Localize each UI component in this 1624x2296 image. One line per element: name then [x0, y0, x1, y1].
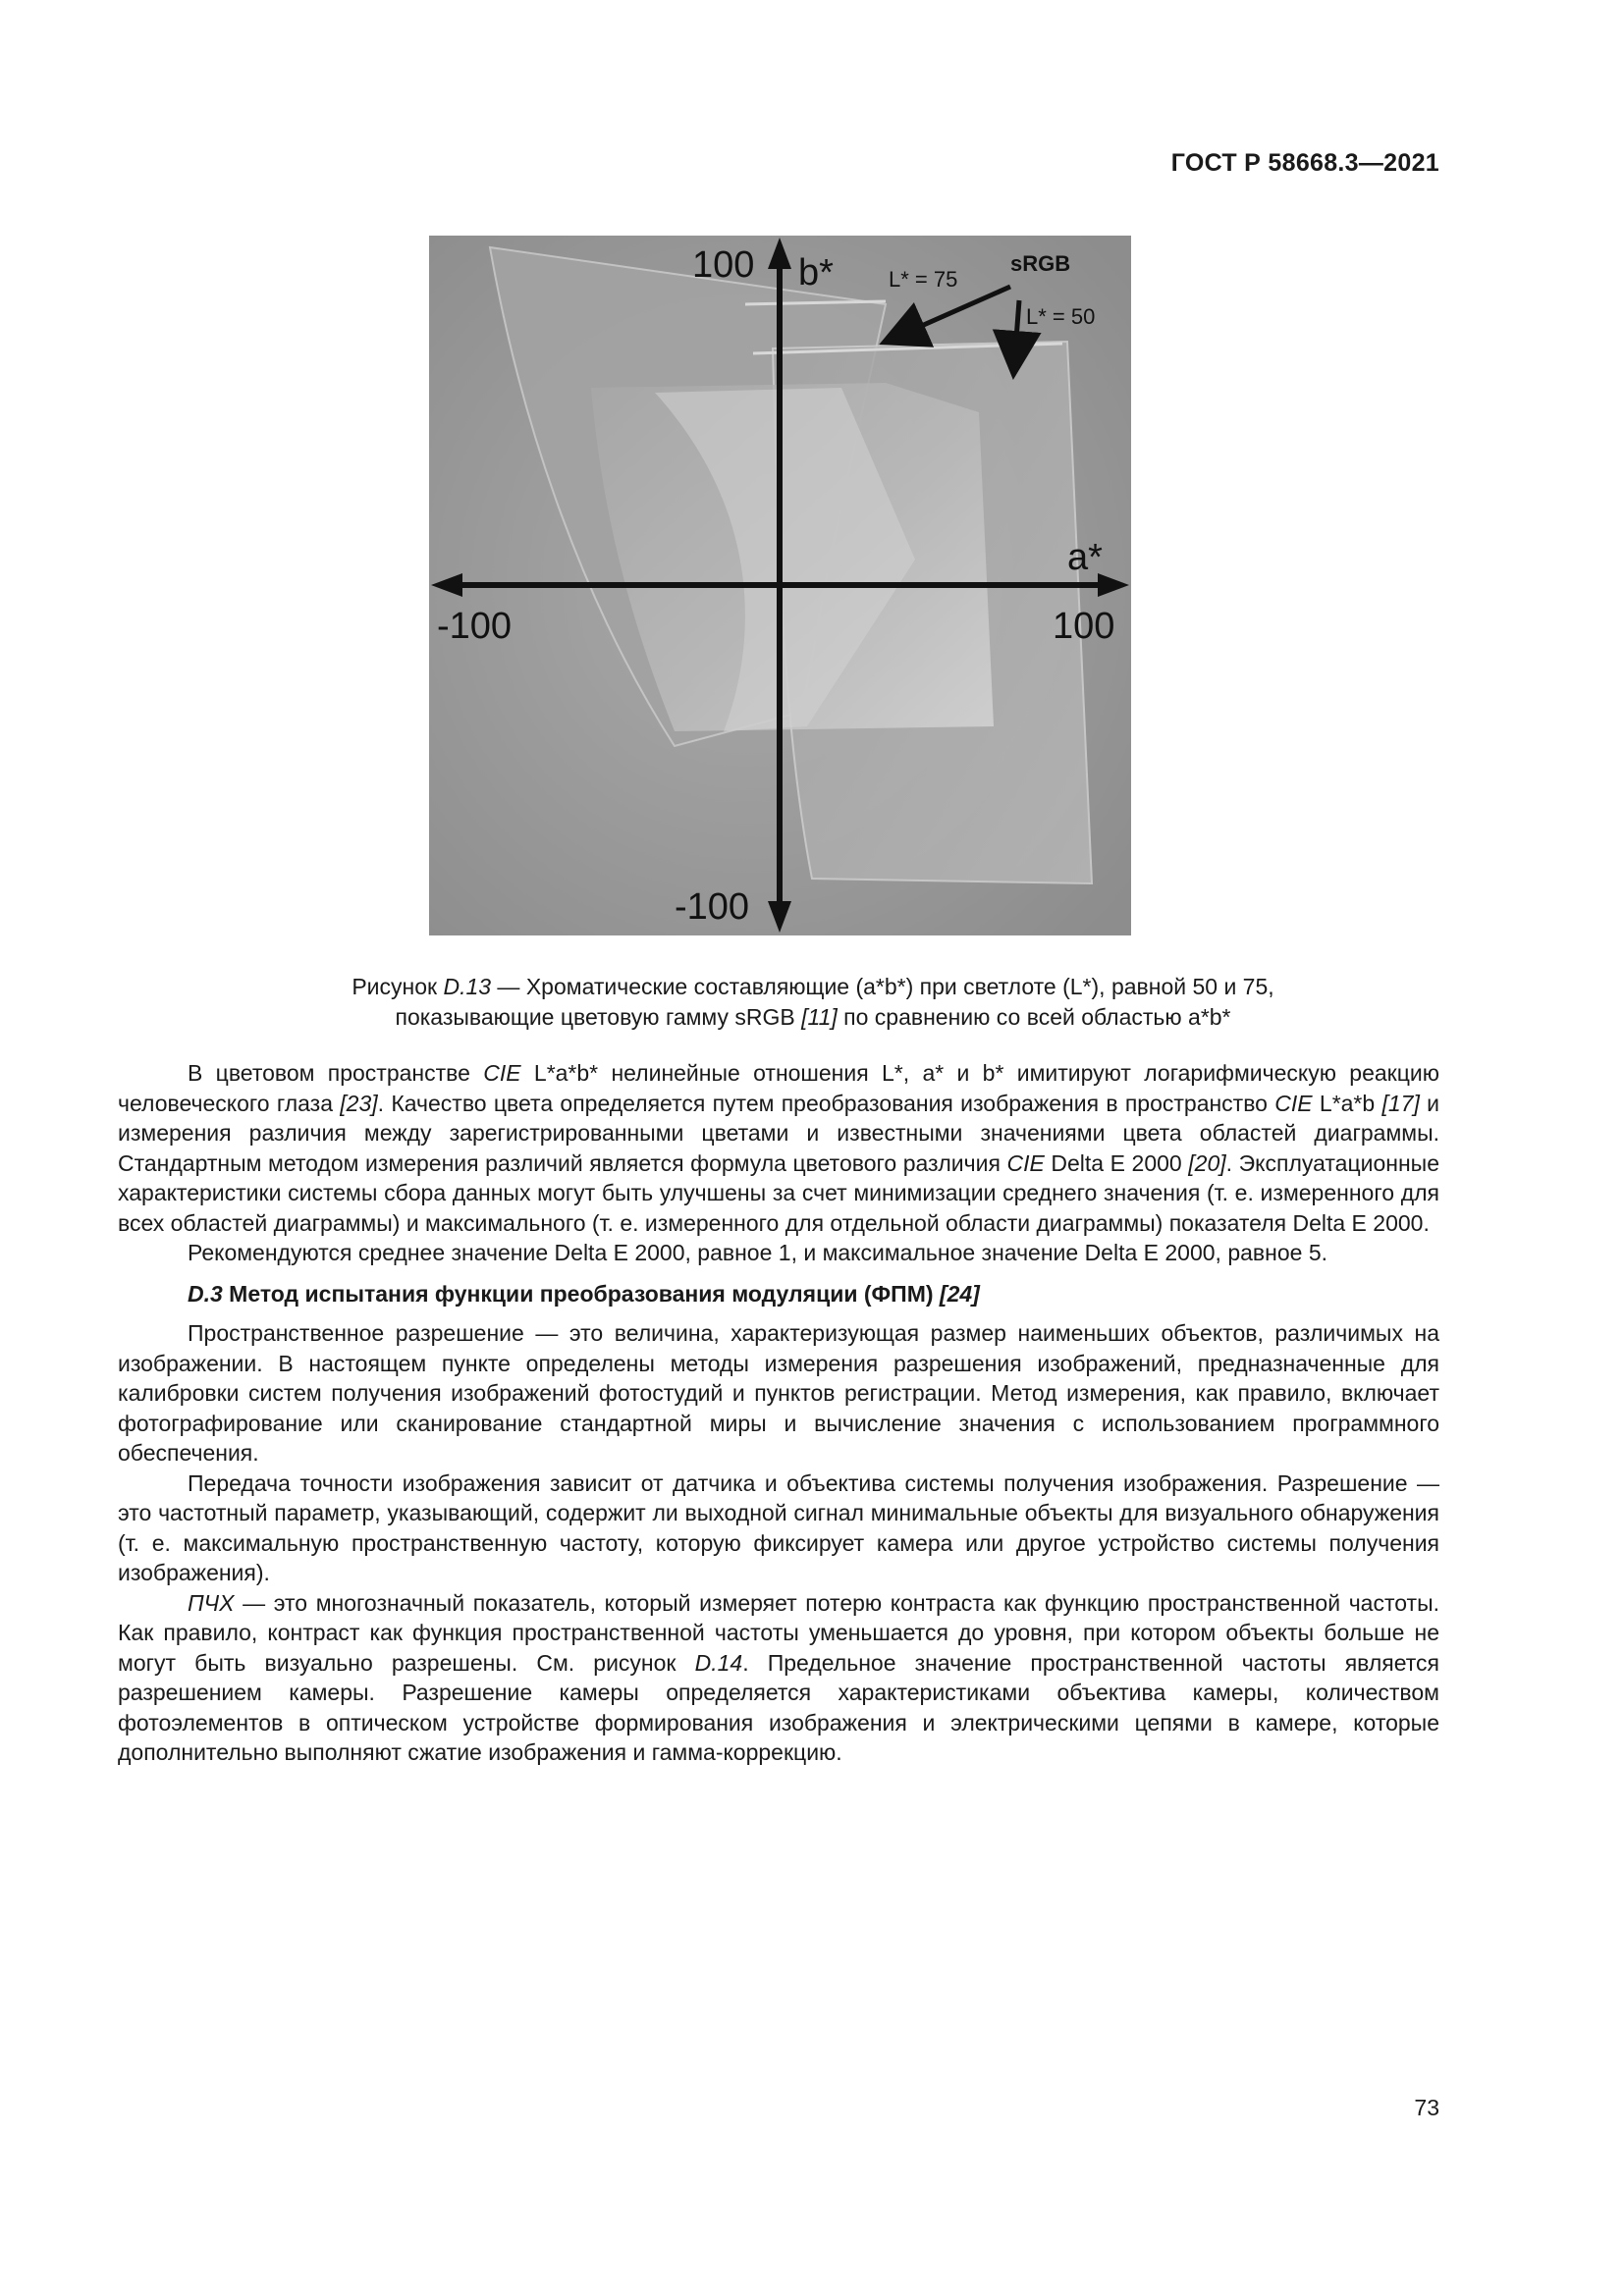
srgb-annotation: sRGB [1010, 251, 1071, 276]
p1-ref-20: [20] [1188, 1149, 1226, 1176]
heading-ref-24: [24] [939, 1280, 980, 1307]
caption-prefix: Рисунок [352, 974, 444, 999]
caption-line2-text: показывающие цветовую гамму sRGB [395, 1004, 802, 1030]
p1-cie-2: CIE [1274, 1090, 1313, 1116]
caption-text: — Хроматические составляющие (a*b*) при светлоте (L*), равной 50 и 75, [491, 974, 1274, 999]
p1-ref-23: [23] [340, 1090, 378, 1116]
p1-text-1: В цветовом пространстве [188, 1060, 484, 1086]
p1-ref-17: [17] [1381, 1090, 1420, 1116]
a-axis-min-label: -100 [437, 606, 513, 647]
paragraph-mtf [118, 1588, 1439, 1768]
p1-cie-1: CIE [483, 1060, 521, 1086]
p1-text-2: L*a*b* нелинейные отношения L*, a* и b* имитируют логарифмическую реакцию человеческого глаза [118, 1060, 1439, 1116]
p1-cie-3: CIE [1006, 1149, 1045, 1176]
a-axis-name: a* [1067, 537, 1103, 578]
p5-text-1: — это многозначный показатель, который измеряет потерю контраста как функцию пространственной частоты. Как правило, контраст как функция пространственной частоты уменьшается до уровня, при котором объекты больше не могут быть визуально разрешены. См. рисунок [118, 1589, 1439, 1676]
figure-caption [187, 972, 1439, 1033]
b-axis-name: b* [798, 252, 834, 294]
p1-text-7: . Эксплуатационные характеристики системы сбора данных могут быть улучшены за счет минимизации среднего значения (т. е. измеренного для всех областей диаграммы) и максимального (т. е. измеренного для отдельной области диаграммы) показателя Delta E 2000. [118, 1149, 1439, 1236]
heading-title: Метод испытания функции преобразования модуляции (ФПМ) [222, 1280, 940, 1307]
p1-text-4: L*a*b [1312, 1090, 1382, 1116]
p1-text-5: и измерения различия между зарегистрированными цветами и известными значениями цвета областей диаграммы. Стандартным методом измерения различий является формула цветового различия [118, 1090, 1439, 1176]
ab-diagram-svg [429, 236, 1131, 935]
paragraph-image-accuracy: Передача точности изображения зависит от датчика и объектива системы получения изображения. Разрешение — это частотный параметр, указывающий, содержит ли выходной сигнал минимальные объекты для визуального обнаружения (т. е. максимальную пространственную частоту, которую фиксирует камера или другое устройство системы получения изображения). [118, 1469, 1439, 1585]
a-axis-max-label: 100 [1053, 606, 1115, 647]
p5-abbr: ПЧХ [188, 1589, 235, 1616]
section-heading-d3 [118, 1279, 1439, 1309]
paragraph-cie-lab [118, 1058, 1439, 1238]
p5-text-2: . Предельное значение пространственной частоты является разрешением камеры. Разрешение камеры определяется характеристиками объектива камеры, количеством фотоэлементов в оптическом устройстве формирования изображения и электрическими цепями в камере, которые дополнительно выполняют сжатие изображения и гамма-коррекцию. [118, 1649, 1439, 1765]
b-axis-min-label: -100 [675, 886, 750, 928]
l50-annotation: L* = 50 [1026, 304, 1096, 329]
caption-line-2 [187, 1002, 1439, 1033]
l75-annotation: L* = 75 [889, 267, 958, 292]
caption-figure-number: D.13 [443, 974, 492, 999]
page-number: 73 [1414, 2095, 1439, 2120]
p1-text-3: . Качество цвета определяется путем преобразования изображения в пространство [377, 1090, 1275, 1116]
paragraph-delta-e-recommendation: Рекомендуются среднее значение Delta E 2000, равное 1, и максимальное значение Delta E 2000, равное 5. [188, 1240, 1327, 1265]
caption-line-1 [187, 972, 1439, 1002]
caption-reference: [11] [801, 1004, 838, 1030]
figure-ab-chromaticity-diagram [429, 236, 1131, 935]
p1-text-6: Delta E 2000 [1044, 1149, 1189, 1176]
caption-tail: по сравнению со всей областью a*b* [837, 1004, 1231, 1030]
heading-number: D.3 [188, 1280, 223, 1307]
body-text [118, 1058, 1439, 1768]
paragraph-spatial-resolution: Пространственное разрешение — это величина, характеризующая размер наименьших объектов, различимых на изображении. В настоящем пункте определены методы измерения разрешения изображений, предназначенные для калибровки систем получения изображений фотостудий и пунктов регистрации. Метод измерения, как правило, включает фотографирование или сканирование стандартной миры и вычисление значения с использованием программного обеспечения. [118, 1320, 1439, 1466]
b-axis-max-label: 100 [692, 244, 755, 286]
p5-figure-ref: D.14 [694, 1649, 743, 1676]
document-id: ГОСТ Р 58668.3—2021 [1170, 149, 1439, 177]
